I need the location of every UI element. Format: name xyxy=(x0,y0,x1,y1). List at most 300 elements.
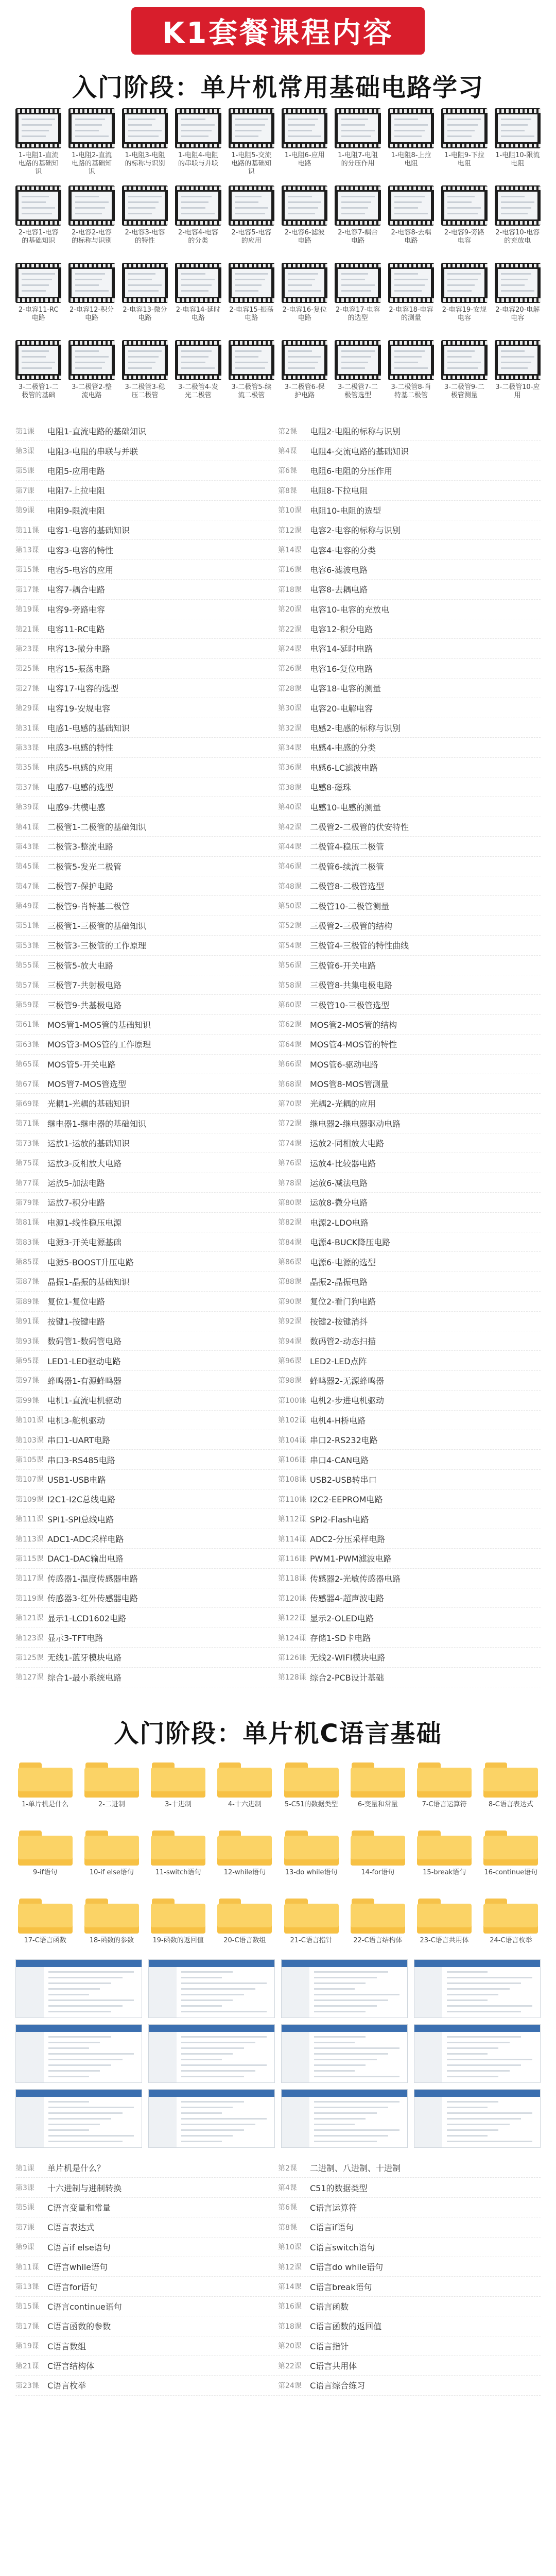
folder-item[interactable] xyxy=(481,1827,541,1886)
folder-item[interactable] xyxy=(282,1895,341,1954)
lesson-cell xyxy=(15,1493,278,1505)
video-thumbnail[interactable] xyxy=(495,108,541,176)
lesson-number: 第6课 xyxy=(278,2204,297,2212)
lesson-number: 第21课 xyxy=(15,625,39,634)
video-thumbnail[interactable] xyxy=(441,263,487,331)
lesson-title: 传感器2-光敏传感器电路 xyxy=(310,1573,401,1584)
video-thumbnail[interactable] xyxy=(388,185,434,253)
lesson-title: C语言for语句 xyxy=(47,2282,98,2292)
lesson-title: 电容8-去耦电路 xyxy=(310,585,368,595)
lesson-number: 第7课 xyxy=(15,486,34,495)
lesson-cell xyxy=(278,781,541,793)
lesson-title: 按键1-按键电路 xyxy=(47,1316,105,1327)
lesson-number: 第59课 xyxy=(15,1001,39,1010)
lesson-title: 二极管10-二极管测量 xyxy=(310,901,390,911)
lesson-cell xyxy=(278,1097,541,1109)
video-thumbnail[interactable] xyxy=(229,185,274,253)
folder-caption: 4-十六进制 xyxy=(228,1801,262,1808)
lesson-cell xyxy=(15,564,278,575)
film-icon xyxy=(335,185,380,226)
code-screenshot[interactable] xyxy=(15,2089,142,2148)
video-thumbnail[interactable] xyxy=(68,340,114,408)
lesson-title: C语言数组 xyxy=(47,2341,86,2351)
lesson-title: C语言结构体 xyxy=(47,2361,95,2371)
film-icon xyxy=(495,340,541,380)
table-row xyxy=(15,1114,541,1133)
table-row xyxy=(15,560,541,580)
film-icon xyxy=(175,263,221,303)
video-thumbnail[interactable] xyxy=(122,108,168,176)
lesson-number: 第87课 xyxy=(15,1278,39,1286)
lesson-number: 第74课 xyxy=(278,1139,302,1148)
video-thumbnail[interactable] xyxy=(335,263,380,331)
lesson-cell xyxy=(278,465,541,477)
thumbnail-caption: 3-二极管5-续流二极管 xyxy=(231,383,272,399)
lesson-number: 第17课 xyxy=(15,585,39,594)
lesson-cell xyxy=(278,1335,541,1347)
folder-item[interactable] xyxy=(481,1895,541,1954)
lesson-cell xyxy=(278,544,541,556)
main-header xyxy=(0,0,556,62)
film-icon xyxy=(335,340,380,380)
lesson-cell xyxy=(278,702,541,714)
lesson-number: 第39课 xyxy=(15,803,39,812)
lesson-title: 传感器4-超声波电路 xyxy=(310,1594,384,1604)
thumbnail-caption: 3-二极管4-发光二极管 xyxy=(178,383,218,399)
folder-item[interactable] xyxy=(415,1895,474,1954)
lesson-number: 第58课 xyxy=(278,981,302,990)
video-thumbnail[interactable] xyxy=(15,108,61,176)
lesson-cell xyxy=(278,603,541,615)
lesson-title: 蜂鸣器2-无源蜂鸣器 xyxy=(310,1376,384,1386)
lesson-cell xyxy=(15,1632,278,1643)
table-row xyxy=(15,520,541,540)
lesson-cell xyxy=(15,583,278,595)
lesson-title: I2C2-EEPROM电路 xyxy=(310,1495,383,1505)
film-icon xyxy=(122,108,168,148)
code-screenshot[interactable] xyxy=(148,2089,275,2148)
lesson-cell xyxy=(278,1552,541,1564)
table-row xyxy=(15,540,541,560)
video-thumbnail[interactable] xyxy=(495,340,541,408)
lesson-number: 第123课 xyxy=(15,1634,44,1642)
folder-item[interactable] xyxy=(348,1895,407,1954)
folder-icon xyxy=(149,1895,208,1934)
lesson-number: 第76课 xyxy=(278,1159,302,1168)
lesson-cell xyxy=(278,1434,541,1446)
film-icon xyxy=(15,185,61,226)
folder-icon xyxy=(215,1895,274,1934)
folder-item[interactable] xyxy=(215,1895,274,1954)
lesson-cell xyxy=(15,821,278,833)
video-thumbnail[interactable] xyxy=(388,340,434,408)
video-thumbnail[interactable] xyxy=(441,185,487,253)
folder-item[interactable] xyxy=(481,1759,541,1818)
lesson-title: 电阻6-电阻的分压作用 xyxy=(310,466,392,476)
video-thumbnail-grid xyxy=(0,108,556,408)
lesson-title: 运放8-微分电路 xyxy=(310,1198,368,1208)
video-thumbnail[interactable] xyxy=(495,263,541,331)
video-thumbnail[interactable] xyxy=(68,263,114,331)
lesson-title: 电容20-电解电容 xyxy=(310,703,373,714)
video-thumbnail[interactable] xyxy=(15,263,61,331)
folder-item[interactable] xyxy=(415,1759,474,1818)
lesson-number: 第64课 xyxy=(278,1040,302,1049)
thumbnail-caption: 2-电容9-旁路电容 xyxy=(444,229,484,245)
lesson-title: 存储1-SD卡电路 xyxy=(310,1633,371,1643)
code-screenshot[interactable] xyxy=(281,1959,408,2018)
lesson-cell xyxy=(15,1038,278,1050)
lesson-cell xyxy=(15,2261,278,2273)
folder-caption: 8-C语言表达式 xyxy=(488,1801,533,1808)
thumbnail-caption: 1-电阻7-电阻的分压作用 xyxy=(338,151,378,167)
lesson-number: 第15课 xyxy=(15,2302,39,2311)
folder-caption: 18-函数的参数 xyxy=(89,1937,134,1944)
lesson-number: 第48课 xyxy=(278,882,302,891)
table-row xyxy=(15,1628,541,1648)
video-thumbnail[interactable] xyxy=(495,185,541,253)
film-icon xyxy=(15,263,61,303)
folder-caption: 7-C语言运算符 xyxy=(422,1801,467,1808)
lesson-cell xyxy=(278,1256,541,1268)
table-row xyxy=(15,1055,541,1074)
lesson-cell xyxy=(15,484,278,496)
lesson-cell xyxy=(15,544,278,556)
lesson-number: 第86课 xyxy=(278,1258,302,1267)
film-icon xyxy=(335,263,380,303)
code-screenshot[interactable] xyxy=(281,2089,408,2148)
thumbnail-caption: 2-电容14-延时电路 xyxy=(176,306,220,322)
table-row xyxy=(15,995,541,1014)
lesson-cell xyxy=(15,979,278,991)
folder-icon xyxy=(481,1895,541,1934)
video-thumbnail[interactable] xyxy=(175,108,221,176)
lesson-cell xyxy=(278,1276,541,1287)
video-thumbnail[interactable] xyxy=(68,108,114,176)
folder-item[interactable] xyxy=(149,1895,208,1954)
lesson-number: 第62课 xyxy=(278,1021,302,1029)
lesson-title: C语言break语句 xyxy=(310,2282,372,2292)
lesson-number: 第24课 xyxy=(278,645,302,653)
thumbnail-caption: 1-电阻4-电阻的串联与并联 xyxy=(178,151,218,167)
video-thumbnail[interactable] xyxy=(388,108,434,176)
video-thumbnail[interactable] xyxy=(175,185,221,253)
lesson-cell xyxy=(15,761,278,773)
lesson-title: 二极管9-肖特基二极管 xyxy=(47,901,130,911)
table-row xyxy=(15,936,541,955)
folder-item[interactable] xyxy=(82,1895,141,1954)
table-row xyxy=(15,1509,541,1529)
folder-caption: 5-C51的数据类型 xyxy=(284,1801,338,1808)
lesson-number: 第45课 xyxy=(15,862,39,871)
lesson-cell xyxy=(15,781,278,793)
folder-item[interactable] xyxy=(149,1827,208,1886)
lesson-number: 第24课 xyxy=(278,2381,302,2390)
film-icon xyxy=(122,185,168,226)
lesson-number: 第3课 xyxy=(15,447,34,456)
code-screenshot[interactable] xyxy=(15,1959,142,2018)
video-thumbnail[interactable] xyxy=(282,108,327,176)
table-row xyxy=(15,797,541,817)
lesson-cell xyxy=(15,801,278,813)
folder-item[interactable] xyxy=(215,1759,274,1818)
folder-item[interactable] xyxy=(282,1827,341,1886)
thumbnail-caption: 2-电容10-电容的充放电 xyxy=(495,229,540,245)
folder-caption: 20-C语言数组 xyxy=(223,1937,266,1944)
table-row xyxy=(15,481,541,500)
video-thumbnail[interactable] xyxy=(441,340,487,408)
video-thumbnail[interactable] xyxy=(15,340,61,408)
lesson-title: 电机4-H桥电路 xyxy=(310,1415,366,1426)
lesson-title: 单片机是什么？ xyxy=(47,2163,106,2174)
lesson-title: 继电器1-继电器的基础知识 xyxy=(47,1118,146,1129)
lesson-title: 电感9-共模电感 xyxy=(47,802,105,812)
video-thumbnail[interactable] xyxy=(229,108,274,176)
lesson-number: 第80课 xyxy=(278,1198,302,1207)
lesson-title: 二极管5-发光二极管 xyxy=(47,861,121,872)
code-screenshot[interactable] xyxy=(281,2024,408,2083)
lesson-cell xyxy=(278,1671,541,1683)
lesson-number: 第103课 xyxy=(15,1436,44,1445)
lesson-cell xyxy=(15,1216,278,1228)
folder-caption: 10-if else语句 xyxy=(89,1869,134,1876)
code-screenshot[interactable] xyxy=(414,2024,541,2083)
table-row xyxy=(15,1094,541,1113)
video-thumbnail[interactable] xyxy=(122,263,168,331)
lesson-number: 第14课 xyxy=(278,546,302,555)
folder-icon xyxy=(15,1895,75,1934)
lesson-number: 第21课 xyxy=(15,2362,39,2370)
lesson-number: 第34课 xyxy=(278,743,302,752)
thumbnail-caption: 3-二极管7-二极管选型 xyxy=(338,383,378,399)
lesson-number: 第66课 xyxy=(278,1060,302,1069)
lesson-title: 运放7-积分电路 xyxy=(47,1198,105,1208)
folder-item[interactable] xyxy=(15,1827,75,1886)
film-icon xyxy=(495,185,541,226)
lesson-cell xyxy=(15,623,278,635)
lesson-cell xyxy=(15,1651,278,1663)
lesson-cell xyxy=(278,524,541,536)
folder-item[interactable] xyxy=(415,1827,474,1886)
lesson-number: 第20课 xyxy=(278,2342,302,2351)
lesson-cell xyxy=(15,1533,278,1545)
lesson-cell xyxy=(15,2201,278,2213)
folder-icon xyxy=(415,1759,474,1798)
lesson-number: 第13课 xyxy=(15,546,39,555)
lesson-title: 电阻8-下拉电阻 xyxy=(310,486,368,496)
table-row xyxy=(15,1371,541,1391)
lesson-title: 三极管4-三极管的特性曲线 xyxy=(310,941,409,951)
lesson-cell xyxy=(278,900,541,912)
table-row xyxy=(15,698,541,718)
lesson-cell xyxy=(278,1196,541,1208)
video-thumbnail[interactable] xyxy=(441,108,487,176)
film-icon xyxy=(441,185,487,226)
table-row xyxy=(15,421,541,441)
thumbnail-caption: 3-二极管9-二极管测量 xyxy=(444,383,484,399)
lesson-cell xyxy=(278,2221,541,2233)
lesson-title: 电容18-电容的测量 xyxy=(310,684,381,694)
folder-caption: 2-二进制 xyxy=(98,1801,125,1808)
lesson-number: 第105课 xyxy=(15,1456,44,1464)
video-thumbnail[interactable] xyxy=(122,185,168,253)
lesson-title: 综合2-PCB设计基础 xyxy=(310,1672,384,1683)
folder-icon xyxy=(15,1827,75,1866)
lesson-title: 无线2-WIFI模块电路 xyxy=(310,1653,386,1663)
table-row xyxy=(15,1035,541,1054)
folder-caption: 1-单片机是什么 xyxy=(22,1801,69,1808)
lesson-number: 第92课 xyxy=(278,1317,302,1326)
folder-item[interactable] xyxy=(215,1827,274,1886)
table-row xyxy=(15,2297,541,2316)
lesson-cell xyxy=(15,1592,278,1604)
code-screenshot[interactable] xyxy=(414,2089,541,2148)
lesson-cell xyxy=(15,1058,278,1070)
folder-caption: 6-变量和常量 xyxy=(357,1801,398,1808)
lesson-number: 第14课 xyxy=(278,2283,302,2292)
lesson-number: 第50课 xyxy=(278,902,302,911)
lesson-cell xyxy=(15,1097,278,1109)
lesson-number: 第40课 xyxy=(278,803,302,812)
lesson-number: 第111课 xyxy=(15,1515,44,1524)
table-row xyxy=(15,2238,541,2257)
lesson-number: 第77课 xyxy=(15,1179,39,1188)
lesson-title: 电阻4-交流电路的基础知识 xyxy=(310,446,409,456)
lesson-title: 晶振2-晶振电路 xyxy=(310,1277,368,1287)
thumbnail-caption: 3-二极管10-应用 xyxy=(495,383,540,399)
lesson-number: 第128课 xyxy=(278,1673,306,1682)
folder-item[interactable] xyxy=(15,1895,75,1954)
lesson-cell xyxy=(278,959,541,971)
lesson-title: 电容7-耦合电路 xyxy=(47,585,105,595)
lesson-cell xyxy=(15,603,278,615)
folder-item[interactable] xyxy=(348,1759,407,1818)
lesson-number: 第56课 xyxy=(278,961,302,970)
video-thumbnail[interactable] xyxy=(335,185,380,253)
table-row xyxy=(15,2178,541,2197)
lesson-number: 第38课 xyxy=(278,783,302,792)
table-row xyxy=(15,1588,541,1608)
table-row xyxy=(15,580,541,599)
table-row xyxy=(15,817,541,837)
video-thumbnail[interactable] xyxy=(335,340,380,408)
lesson-title: 电感10-电感的测量 xyxy=(310,802,381,812)
lesson-number: 第121课 xyxy=(15,1614,44,1623)
folder-caption: 22-C语言结构体 xyxy=(353,1937,403,1944)
video-thumbnail[interactable] xyxy=(122,340,168,408)
video-thumbnail[interactable] xyxy=(229,340,274,408)
lesson-title: MOS管8-MOS管测量 xyxy=(310,1079,389,1090)
lesson-number: 第8课 xyxy=(278,2223,297,2232)
table-row xyxy=(15,1470,541,1489)
film-icon xyxy=(335,108,380,148)
lesson-cell xyxy=(278,583,541,595)
table-row xyxy=(15,1312,541,1331)
video-thumbnail[interactable] xyxy=(175,263,221,331)
lesson-number: 第113课 xyxy=(15,1535,44,1544)
folder-item[interactable] xyxy=(82,1827,141,1886)
folder-item[interactable] xyxy=(15,1759,75,1818)
lesson-number: 第124课 xyxy=(278,1634,306,1642)
lesson-number: 第54课 xyxy=(278,941,302,950)
lesson-title: 数码管1-数码管电路 xyxy=(47,1336,121,1347)
lesson-title: C语言函数的参数 xyxy=(47,2321,111,2332)
lesson-title: 运放6-减法电路 xyxy=(310,1178,368,1189)
lesson-cell xyxy=(278,1612,541,1624)
code-screenshot[interactable] xyxy=(15,2024,142,2083)
lesson-number: 第95课 xyxy=(15,1357,39,1366)
lesson-cell xyxy=(278,2379,541,2391)
lesson-title: 电容11-RC电路 xyxy=(47,624,105,635)
code-screenshot[interactable] xyxy=(148,1959,275,2018)
video-thumbnail[interactable] xyxy=(388,263,434,331)
lesson-title: 电机3-舵机驱动 xyxy=(47,1415,105,1426)
video-thumbnail[interactable] xyxy=(15,185,61,253)
lesson-number: 第22课 xyxy=(278,625,302,634)
video-thumbnail[interactable] xyxy=(282,263,327,331)
film-icon xyxy=(441,263,487,303)
folder-item[interactable] xyxy=(282,1759,341,1818)
folder-icon xyxy=(215,1759,274,1798)
lesson-title: SPI2-Flash电路 xyxy=(310,1514,369,1524)
video-thumbnail[interactable] xyxy=(68,185,114,253)
lesson-number: 第117课 xyxy=(15,1574,44,1583)
lesson-number: 第120课 xyxy=(278,1594,306,1603)
video-thumbnail[interactable] xyxy=(335,108,380,176)
lesson-cell xyxy=(278,722,541,734)
code-screenshot[interactable] xyxy=(148,2024,275,2083)
lesson-cell xyxy=(278,2360,541,2371)
lesson-title: MOS管7-MOS管选型 xyxy=(47,1079,127,1090)
lesson-cell xyxy=(15,1552,278,1564)
table-row xyxy=(15,1015,541,1035)
lesson-number: 第25课 xyxy=(15,665,39,673)
folder-caption: 24-C语言枚举 xyxy=(490,1937,532,1944)
lesson-title: 光耦1-光耦的基础知识 xyxy=(47,1099,130,1109)
lesson-number: 第84课 xyxy=(278,1238,302,1247)
folder-item[interactable] xyxy=(82,1759,141,1818)
lesson-number: 第35课 xyxy=(15,764,39,772)
lesson-title: DAC1-DAC输出电路 xyxy=(47,1554,124,1564)
table-row xyxy=(15,1232,541,1252)
video-thumbnail[interactable] xyxy=(282,340,327,408)
lesson-number: 第49课 xyxy=(15,902,39,911)
lesson-cell xyxy=(15,999,278,1011)
lesson-title: C语言指针 xyxy=(310,2341,349,2351)
table-row xyxy=(15,758,541,777)
thumbnail-caption: 1-电阻8-上拉电阻 xyxy=(391,151,431,167)
lesson-number: 第47课 xyxy=(15,882,39,891)
lesson-cell xyxy=(278,1493,541,1505)
folder-item[interactable] xyxy=(348,1827,407,1886)
folder-item[interactable] xyxy=(149,1759,208,1818)
film-icon xyxy=(282,340,327,380)
table-row xyxy=(15,2217,541,2237)
video-thumbnail[interactable] xyxy=(229,263,274,331)
lesson-cell xyxy=(15,840,278,852)
lesson-cell xyxy=(15,900,278,912)
lesson-title: 综合1-最小系统电路 xyxy=(47,1672,121,1683)
thumbnail-caption: 1-电阻6-应用电路 xyxy=(284,151,325,167)
lesson-title: MOS管5-开关电路 xyxy=(47,1059,116,1070)
lesson-cell xyxy=(278,979,541,991)
video-thumbnail[interactable] xyxy=(282,185,327,253)
lesson-title: 三极管10-三极管选型 xyxy=(310,1000,390,1010)
code-screenshot[interactable] xyxy=(414,1959,541,2018)
video-thumbnail[interactable] xyxy=(175,340,221,408)
lesson-title: 电阻10-电阻的选型 xyxy=(310,505,381,516)
thumbnail-caption: 2-电容12-积分电路 xyxy=(69,306,114,322)
